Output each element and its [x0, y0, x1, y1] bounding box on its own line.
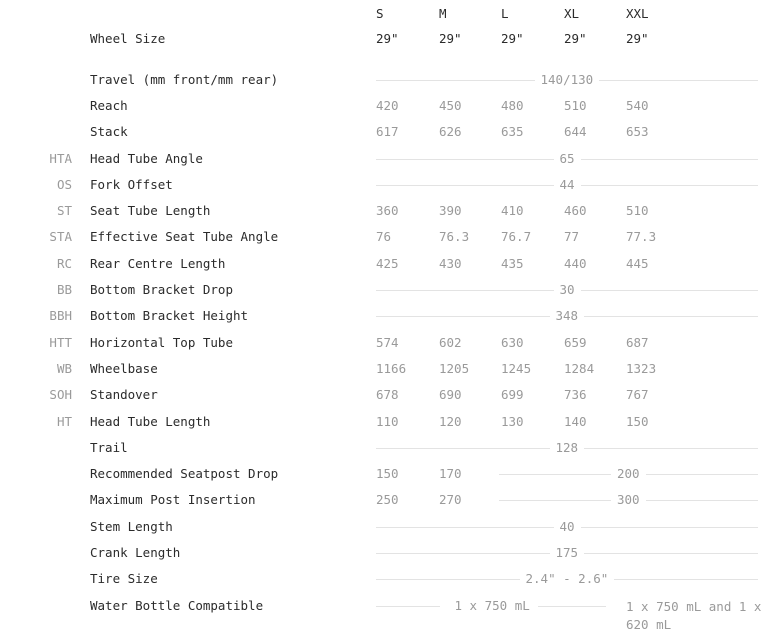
value-cell: 77 [564, 229, 580, 244]
table-row [0, 335, 773, 351]
table-row [0, 151, 773, 167]
row-label: Stem Length [90, 519, 173, 534]
row-label: Travel (mm front/mm rear) [90, 72, 279, 87]
row-abbreviation: WB [56, 361, 72, 376]
value-cell: 653 [626, 124, 649, 139]
value-cell: 659 [564, 335, 587, 350]
value-cell: 630 [501, 335, 524, 350]
row-label: Water Bottle Compatible [90, 598, 264, 613]
table-row [0, 519, 773, 535]
table-row [0, 598, 773, 632]
row-abbreviation: BB [56, 282, 72, 297]
table-row [0, 282, 773, 298]
value-cell: 644 [564, 124, 587, 139]
value-cell: 1323 [626, 361, 657, 376]
value-cell: 29" [439, 31, 462, 46]
value-cell: 540 [626, 98, 649, 113]
value-cell: 445 [626, 256, 649, 271]
row-abbreviation: HT [56, 414, 72, 429]
table-row [0, 124, 773, 140]
row-label: Wheelbase [90, 361, 158, 376]
value-cell: 430 [439, 256, 462, 271]
value-cell: 460 [564, 203, 587, 218]
table-row [0, 256, 773, 272]
size-m: M [439, 6, 447, 21]
spanned-value: 2.4" - 2.6" [520, 571, 615, 586]
value-cell: 626 [439, 124, 462, 139]
value-cell: 1205 [439, 361, 470, 376]
value-cell: 150 [626, 414, 649, 429]
spanned-value: 300 [611, 492, 646, 507]
value-cell: 440 [564, 256, 587, 271]
value-cell: 410 [501, 203, 524, 218]
row-label: Standover [90, 387, 158, 402]
value-cell: 420 [376, 98, 399, 113]
size-l: L [501, 6, 509, 21]
value-cell: 360 [376, 203, 399, 218]
size-xl: XL [564, 6, 580, 21]
table-row [0, 229, 773, 245]
table-row [0, 361, 773, 377]
value-cell: 29" [376, 31, 399, 46]
table-row [0, 308, 773, 324]
spanned-value: 40 [554, 519, 581, 534]
table-row [0, 387, 773, 403]
value-cell: 617 [376, 124, 399, 139]
table-row [0, 466, 773, 482]
row-abbreviation: BBH [49, 308, 72, 323]
row-abbreviation: OS [56, 177, 72, 192]
value-cell: 110 [376, 414, 399, 429]
value-cell: 270 [439, 492, 462, 507]
table-row [0, 177, 773, 193]
spanned-value: 175 [550, 545, 585, 560]
value-cell: 435 [501, 256, 524, 271]
row-label: Crank Length [90, 545, 181, 560]
value-cell: 425 [376, 256, 399, 271]
spanned-value: 348 [550, 308, 585, 323]
table-row [0, 440, 773, 456]
row-abbreviation: RC [56, 256, 72, 271]
spanned-value: 30 [554, 282, 581, 297]
value-cell: 76.3 [439, 229, 470, 244]
row-label: Recommended Seatpost Drop [90, 466, 279, 481]
row-label: Rear Centre Length [90, 256, 226, 271]
span-line [376, 606, 440, 607]
value-cell: 170 [439, 466, 462, 481]
value-cell: 450 [439, 98, 462, 113]
value-cell: 29" [501, 31, 524, 46]
value-cell: 690 [439, 387, 462, 402]
row-label: Bottom Bracket Drop [90, 282, 233, 297]
value-cell: 699 [501, 387, 524, 402]
value-cell: 602 [439, 335, 462, 350]
row-abbreviation: HTA [49, 151, 72, 166]
size-s: S [376, 6, 384, 21]
table-row [0, 571, 773, 587]
value-cell: 510 [626, 203, 649, 218]
value-cell: 678 [376, 387, 399, 402]
value-cell: 574 [376, 335, 399, 350]
spanned-value: 1 x 750 mL and 1 x 620 mL [626, 599, 762, 632]
table-row [0, 203, 773, 219]
value-cell: 77.3 [626, 229, 657, 244]
row-label: Fork Offset [90, 177, 173, 192]
row-label: Effective Seat Tube Angle [90, 229, 279, 244]
size-xxl: XXL [626, 6, 649, 21]
row-label: Head Tube Angle [90, 151, 203, 166]
spanned-value: 65 [554, 151, 581, 166]
value-cell: 1284 [564, 361, 595, 376]
value-cell: 140 [564, 414, 587, 429]
table-row [0, 98, 773, 114]
row-label: Maximum Post Insertion [90, 492, 256, 507]
value-cell: 480 [501, 98, 524, 113]
row-label: Wheel Size [90, 31, 166, 46]
value-cell: 130 [501, 414, 524, 429]
table-row [0, 492, 773, 508]
value-cell: 1245 [501, 361, 532, 376]
row-abbreviation: ST [56, 203, 72, 218]
spanned-value: 200 [611, 466, 646, 481]
value-cell: 150 [376, 466, 399, 481]
row-abbreviation: STA [49, 229, 72, 244]
row-label: Stack [90, 124, 128, 139]
value-cell: 736 [564, 387, 587, 402]
row-abbreviation: HTT [49, 335, 72, 350]
value-cell: 767 [626, 387, 649, 402]
value-cell: 120 [439, 414, 462, 429]
row-label: Bottom Bracket Height [90, 308, 249, 323]
row-label: Head Tube Length [90, 414, 211, 429]
table-row [0, 414, 773, 430]
value-cell: 250 [376, 492, 399, 507]
size-header [0, 6, 773, 22]
span-line [538, 606, 606, 607]
table-row [0, 31, 773, 47]
row-label: Reach [90, 98, 128, 113]
value-cell: 29" [564, 31, 587, 46]
value-cell: 1166 [376, 361, 407, 376]
value-cell: 76.7 [501, 229, 532, 244]
row-abbreviation: SOH [49, 387, 72, 402]
spanned-value: 44 [554, 177, 581, 192]
row-label: Trail [90, 440, 128, 455]
row-label: Tire Size [90, 571, 158, 586]
value-cell: 635 [501, 124, 524, 139]
value-cell: 687 [626, 335, 649, 350]
value-cell: 76 [376, 229, 392, 244]
value-cell: 29" [626, 31, 649, 46]
table-row [0, 545, 773, 561]
value-cell: 390 [439, 203, 462, 218]
row-label: Horizontal Top Tube [90, 335, 233, 350]
table-row [0, 72, 773, 88]
value-cell: 510 [564, 98, 587, 113]
spanned-value: 1 x 750 mL [449, 598, 536, 613]
spanned-value: 140/130 [535, 72, 600, 87]
row-label: Seat Tube Length [90, 203, 211, 218]
spanned-value: 128 [550, 440, 585, 455]
